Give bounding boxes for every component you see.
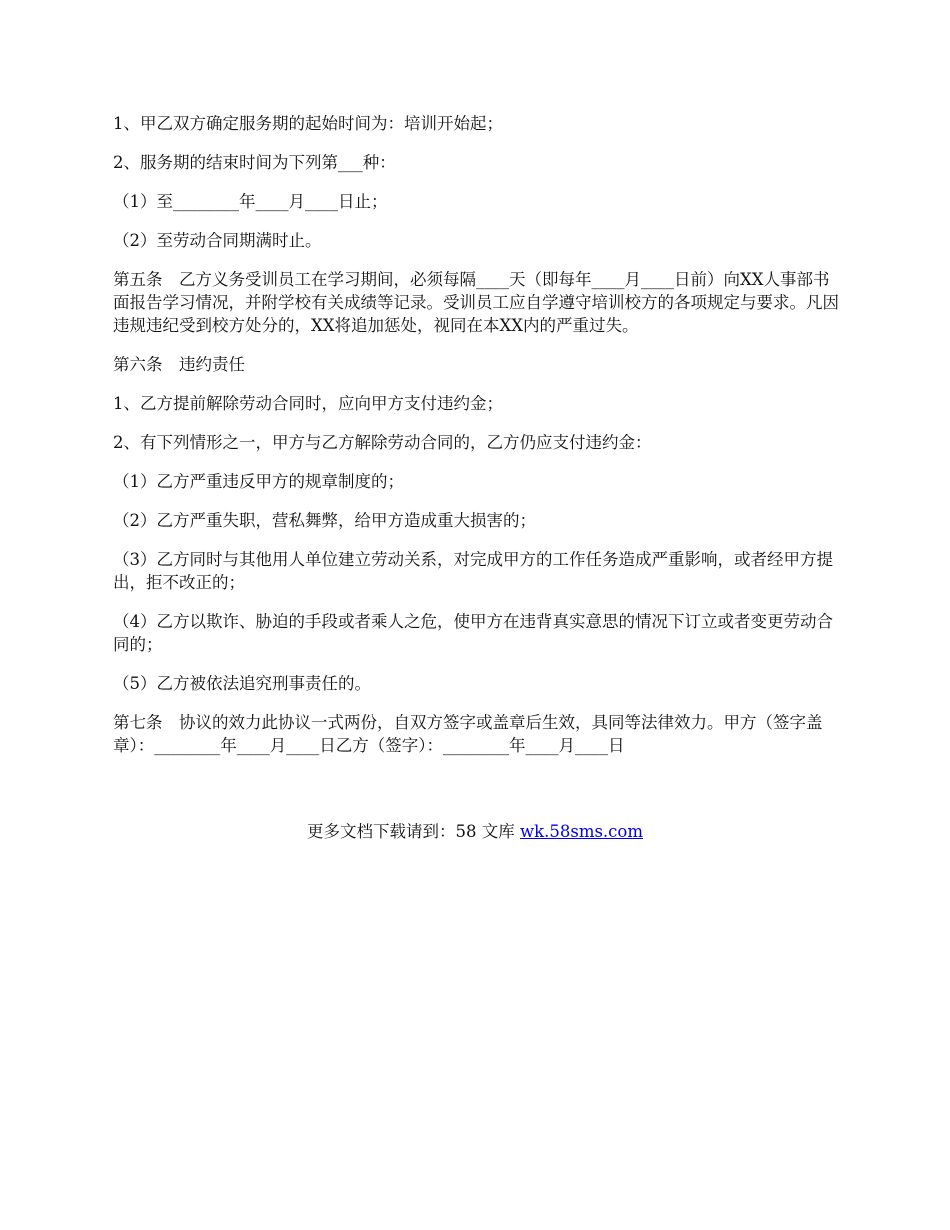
article-five: 第五条 乙方义务受训员工在学习期间，必须每隔____天（即每年____月____日前）向XX人事部书面报告学习情况，并附学校有关成绩等记录。受训员工应自学遵守培训校方的各项规定与要求。凡因违规违纪受到校方处分的，XX将追加惩处，视同在本XX内的严重过失。 — [113, 270, 839, 335]
breach-case-2: （2）乙方严重失职，营私舞弊，给甲方造成重大损害的； — [113, 511, 536, 530]
breach-case-4: （4）乙方以欺诈、胁迫的手段或者乘人之危，使甲方在违背真实意思的情况下订立或者变更劳动合同的； — [113, 612, 833, 654]
breach-case-5: （5）乙方被依法追究刑事责任的。 — [113, 674, 371, 693]
article-six-heading: 第六条 违约责任 — [113, 355, 245, 374]
clause-service-end-option-2: （2）至劳动合同期满时止。 — [113, 231, 322, 250]
breach-case-3: （3）乙方同时与其他用人单位建立劳动关系，对完成甲方的工作任务造成严重影响，或者经甲方提出，拒不改正的； — [113, 550, 833, 592]
clause-service-end: 2、服务期的结束时间为下列第___种： — [113, 153, 396, 172]
footer-link[interactable]: wk.58sms.com — [519, 822, 643, 841]
clause-service-start: 1、甲乙双方确定服务期的起始时间为：培训开始起； — [113, 114, 503, 133]
footer-prefix: 更多文档下载请到：58 文库 — [306, 822, 520, 841]
document-body — [113, 112, 843, 773]
breach-case-1: （1）乙方严重违反甲方的规章制度的； — [113, 472, 404, 491]
breach-item-1: 1、乙方提前解除劳动合同时，应向甲方支付违约金； — [113, 394, 503, 413]
article-seven: 第七条 协议的效力此协议一式两份，自双方签字或盖章后生效，具同等法律效力。甲方（签字盖章）：________年____月____日乙方（签字）：________年____月____日 — [113, 713, 823, 755]
clause-service-end-option-1: （1）至________年____月____日止； — [113, 192, 388, 211]
footer-download-note — [0, 820, 950, 843]
breach-item-2: 2、有下列情形之一，甲方与乙方解除劳动合同的，乙方仍应支付违约金： — [113, 433, 652, 452]
